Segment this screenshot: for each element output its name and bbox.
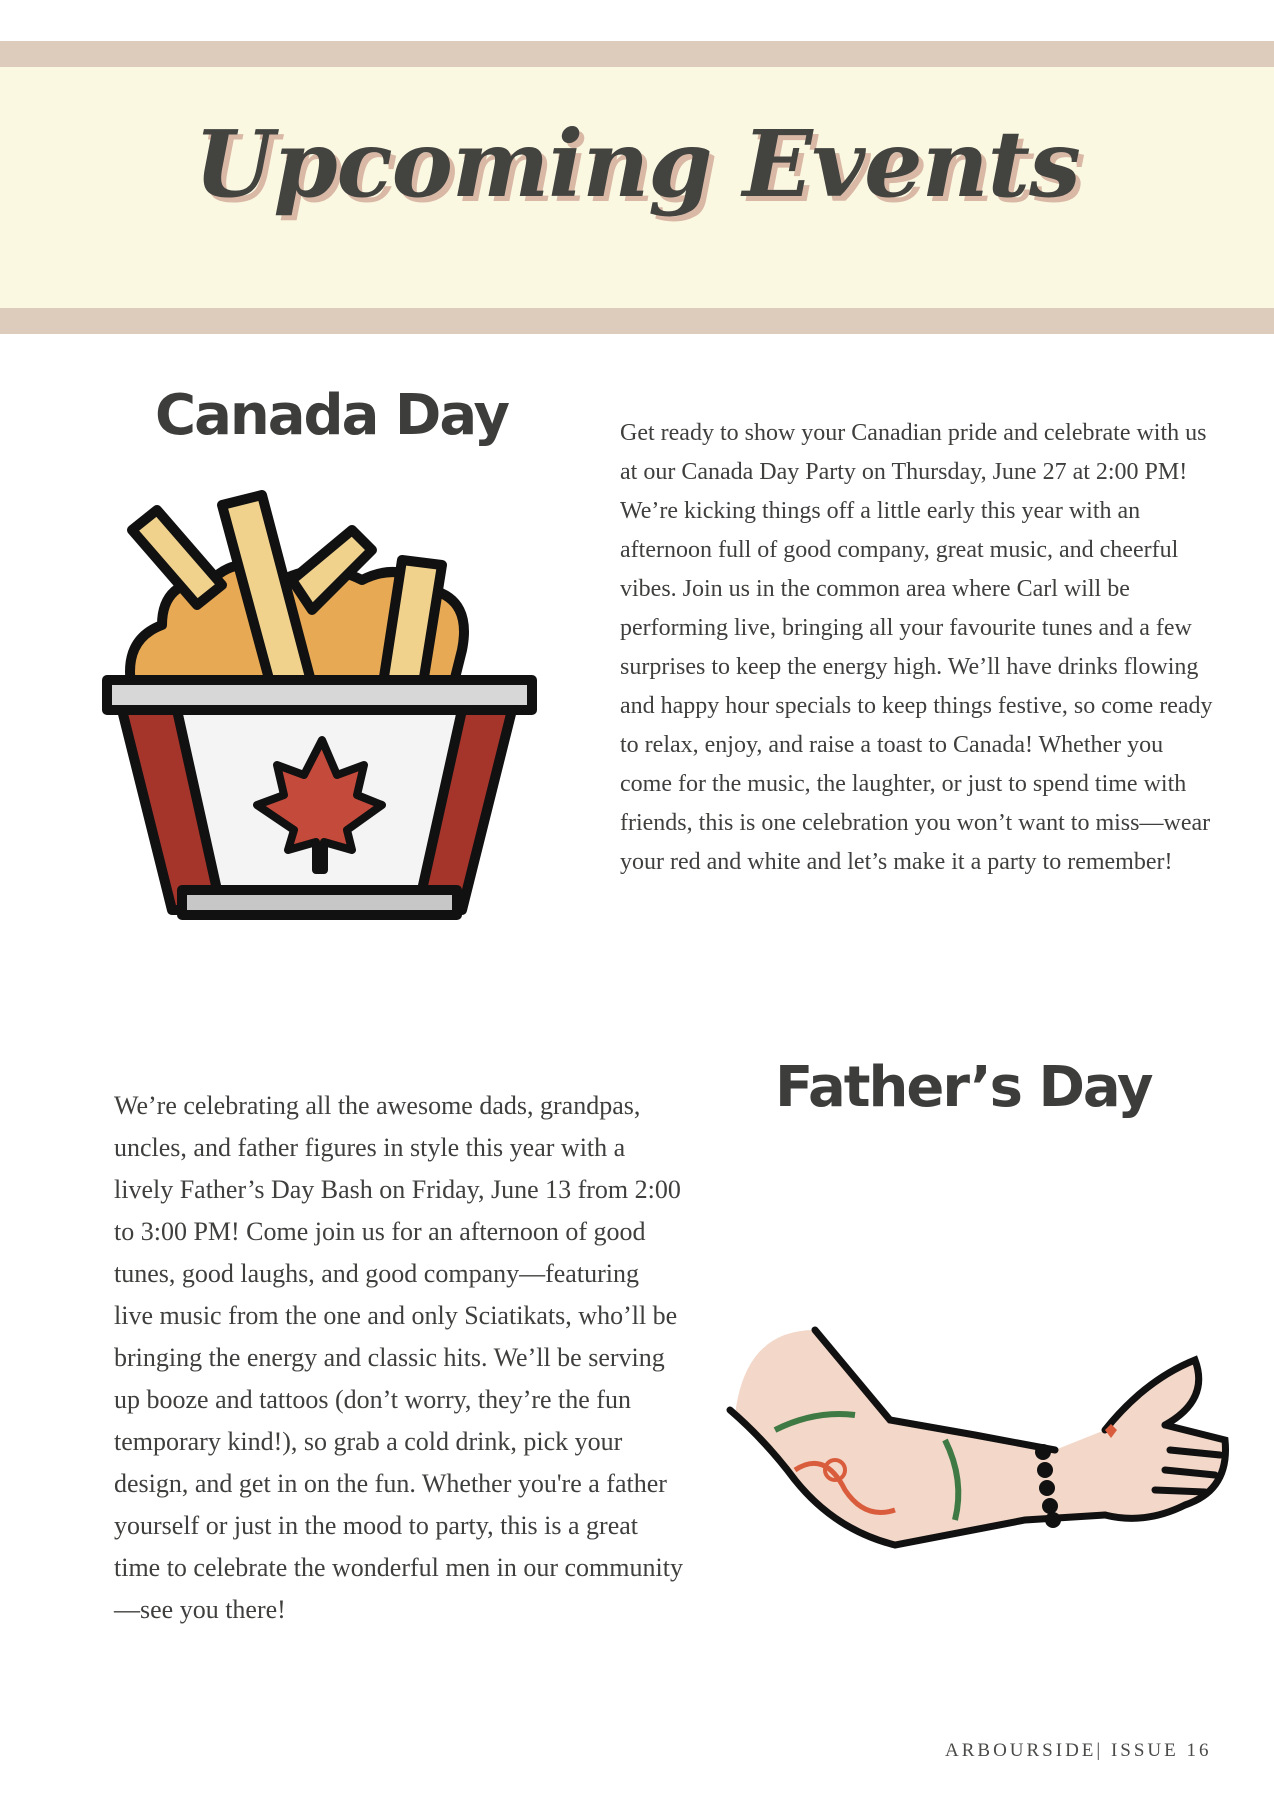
canada-day-description: Get ready to show your Canadian pride and celebrate with us at our Canada Day Party on Thursday, June 27 at 2:00 PM! We’re kicking things off a little early this year with an afternoon full of good company, great music, and cheerful vibes. Join us in the common area where Carl will be performing live, bringing all your favourite tunes and a few surprises to keep the energy high. We’ll have drinks flowing and happy hour specials to keep things festive, so come ready to relax, enjoy, and raise a toast to Canada! Whether you come for the music, the laughter, or just to spend time with friends, this is one celebration you won’t want to miss—wear your red and white and let’s make it a party to remember! — [620, 420, 1213, 875]
poutine-canada-icon — [102, 490, 542, 930]
bottom-band — [0, 308, 1274, 334]
canada-day-heading: Canada Day — [155, 383, 508, 448]
fathers-day-heading: Father’s Day — [775, 1055, 1152, 1120]
fathers-day-description: We’re celebrating all the awesome dads, grandpas, uncles, and father figures in style this year with a lively Father’s Day Bash on Friday, June 13 from 2:00 to 3:00 PM! Come join us for an afternoon of good tunes, good laughs, and good company—featuring live music from the one and only Sciatikats, who’ll be bringing the energy and classic hits. We’ll be serving up booze and tattoos (don’t worry, they’re the fun temporary kind!), so grab a cold drink, pick your design, and get in on the fun. Whether you're a father yourself or just in the mood to party, this is a great time to celebrate the wonderful men in our community—see you there! — [114, 1091, 683, 1624]
top-band — [0, 41, 1274, 67]
footer-issue-label: ARBOURSIDE| ISSUE 16 — [945, 1740, 1212, 1761]
tattooed-arm-thumbs-up-icon — [725, 1320, 1245, 1560]
page-title: Upcoming Events — [194, 110, 1080, 218]
